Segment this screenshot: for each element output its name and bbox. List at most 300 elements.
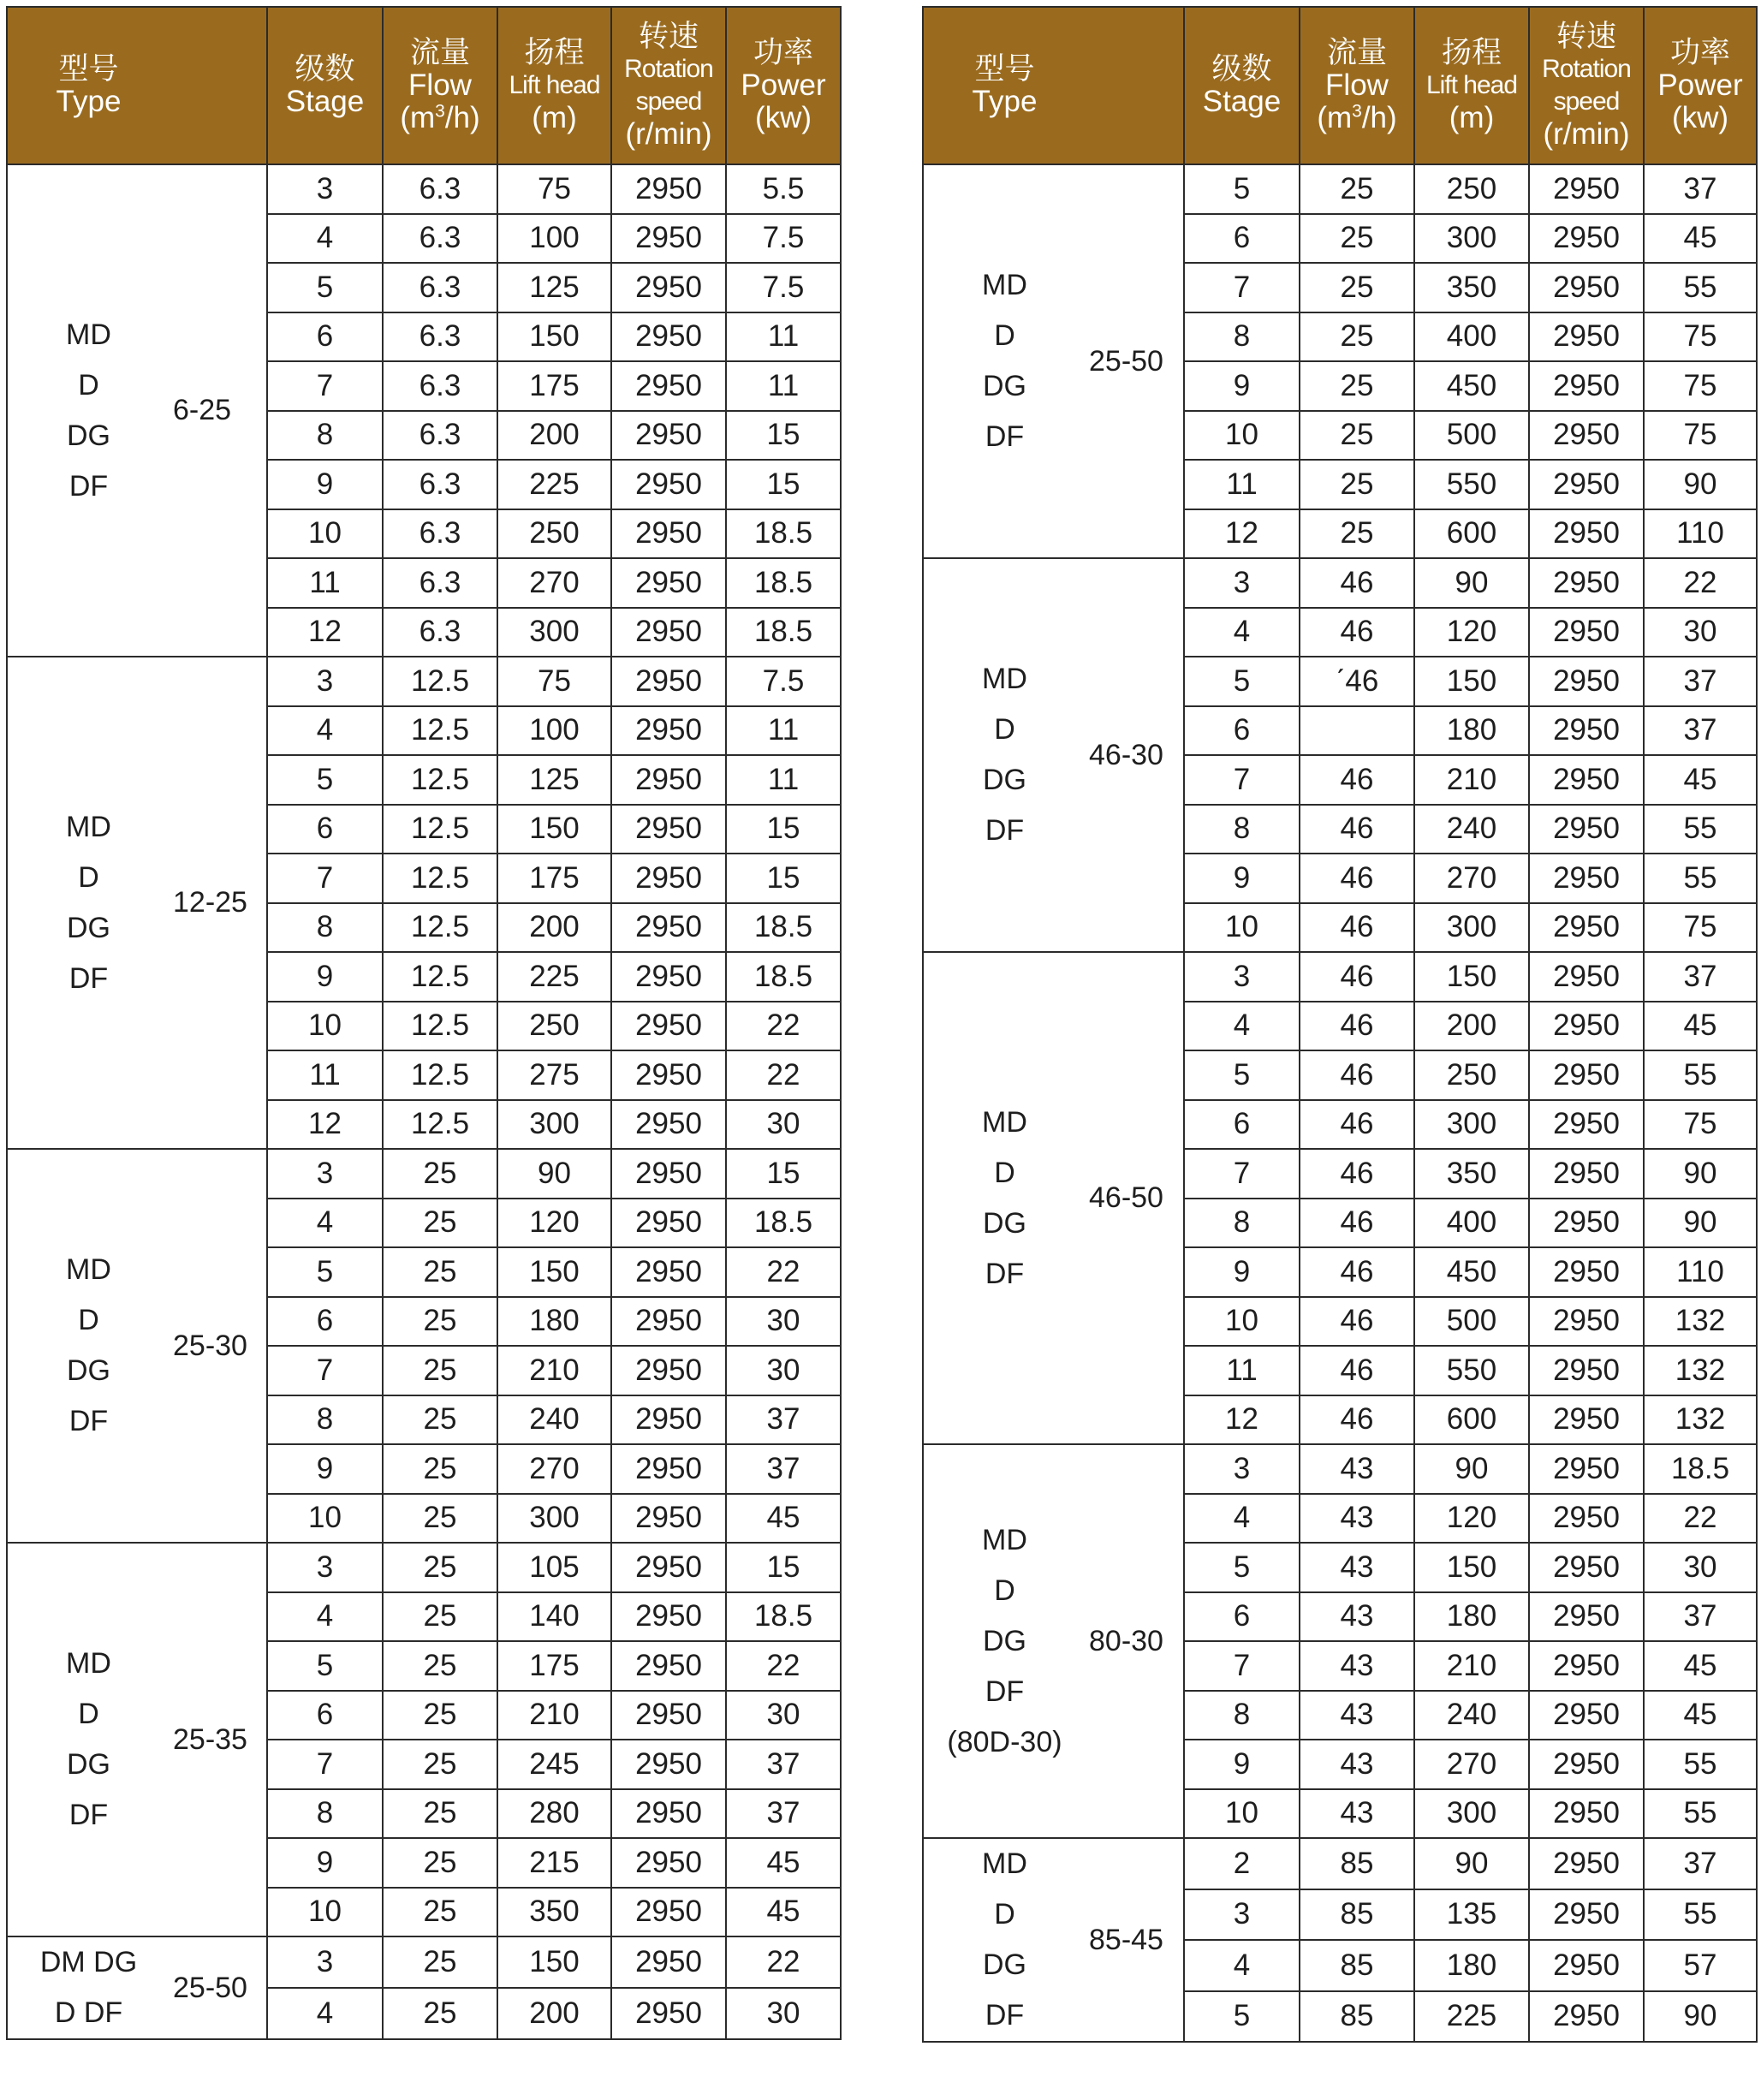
speed-cell: 2950: [1529, 608, 1644, 657]
type-label: DF: [68, 961, 109, 995]
speed-cell: 2950: [1529, 1395, 1644, 1445]
speed-cell: 2950: [611, 214, 726, 264]
type-label: MD: [982, 1523, 1027, 1556]
lift-cell: 180: [497, 1297, 611, 1347]
stage-cell: 4: [1184, 608, 1300, 657]
speed-cell: 2950: [611, 509, 726, 559]
stage-cell: 8: [267, 1789, 383, 1839]
power-cell: 11: [726, 755, 841, 805]
lift-cell: 550: [1414, 1346, 1529, 1395]
flow-cell: 6.3: [383, 214, 497, 264]
stage-cell: 5: [267, 755, 383, 805]
stage-cell: 5: [1184, 1543, 1300, 1592]
stage-cell: 3: [267, 657, 383, 706]
speed-cell: 2950: [611, 312, 726, 362]
flow-cell: 46: [1300, 1050, 1414, 1100]
flow-cell: 25: [383, 1346, 497, 1395]
power-cell: 45: [1644, 214, 1757, 264]
speed-cell: 2950: [611, 1050, 726, 1100]
type-label: DG: [67, 1748, 110, 1781]
lift-cell: 215: [497, 1838, 611, 1888]
model-cell: 85-45: [1086, 1838, 1184, 2042]
speed-cell: 2950: [1529, 164, 1644, 214]
table-row: [7, 657, 841, 706]
type-label: DG: [983, 1206, 1026, 1240]
type-label: MD: [982, 1105, 1027, 1139]
type-label: MD: [66, 1253, 111, 1286]
type-header: 型号 Type: [7, 7, 170, 164]
type-label: D: [78, 368, 99, 402]
stage-header: 级数 Stage: [1184, 7, 1300, 164]
flow-cell: 85: [1300, 1838, 1414, 1889]
stage-cell: 10: [267, 1002, 383, 1051]
type-label: DG: [67, 911, 110, 944]
lift-cell: 250: [497, 1002, 611, 1051]
stage-cell: 12: [1184, 1395, 1300, 1445]
power-cell: 90: [1644, 1199, 1757, 1248]
lift-cell: 135: [1414, 1889, 1529, 1941]
power-header: 功率 Power (kw): [726, 7, 841, 164]
speed-cell: 2950: [611, 608, 726, 657]
power-cell: 132: [1644, 1297, 1757, 1347]
power-cell: 30: [726, 1346, 841, 1395]
flow-cell: 43: [1300, 1740, 1414, 1789]
power-cell: 11: [726, 706, 841, 756]
stage-cell: 8: [1184, 312, 1300, 362]
power-cell: 75: [1644, 361, 1757, 411]
type-label: D DF: [54, 1996, 123, 2029]
speed-cell: 2950: [1529, 805, 1644, 854]
speed-cell: 2950: [1529, 1247, 1644, 1297]
speed-cell: 2950: [1529, 854, 1644, 903]
type-label: DF: [985, 420, 1025, 453]
lift-cell: 90: [497, 1149, 611, 1199]
flow-cell: 25: [1300, 263, 1414, 312]
flow-cell: 25: [1300, 312, 1414, 362]
flow-cell: 12.5: [383, 1050, 497, 1100]
speed-cell: 2950: [1529, 1199, 1644, 1248]
flow-cell: 12.5: [383, 805, 497, 854]
power-cell: 55: [1644, 1789, 1757, 1839]
power-cell: 110: [1644, 509, 1757, 559]
stage-cell: 6: [267, 805, 383, 854]
power-cell: 37: [1644, 164, 1757, 214]
power-cell: 30: [1644, 608, 1757, 657]
stage-cell: 5: [267, 1247, 383, 1297]
lift-cell: 150: [1414, 657, 1529, 706]
lift-cell: 600: [1414, 509, 1529, 559]
power-cell: 22: [1644, 558, 1757, 608]
flow-cell: 25: [383, 1691, 497, 1740]
stage-cell: 8: [267, 903, 383, 953]
lift-cell: 400: [1414, 1199, 1529, 1248]
power-cell: 55: [1644, 263, 1757, 312]
power-cell: 7.5: [726, 657, 841, 706]
type-cell: [7, 1543, 170, 1936]
model-cell: 25-35: [170, 1543, 267, 1936]
speed-cell: 2950: [611, 1395, 726, 1445]
flow-cell: 46: [1300, 1297, 1414, 1347]
type-label: DF: [68, 1405, 109, 1437]
flow-header: 流量 Flow $(m^3/h)$: [1300, 7, 1414, 164]
power-cell: 45: [726, 1888, 841, 1937]
stage-cell: 4: [1184, 1002, 1300, 1051]
stage-cell: 3: [267, 164, 383, 214]
stage-cell: 4: [1184, 1940, 1300, 1991]
lift-cell: 300: [497, 1494, 611, 1544]
speed-cell: 2950: [611, 1691, 726, 1740]
power-cell: 37: [1644, 657, 1757, 706]
type-label: MD: [66, 1647, 111, 1680]
lift-cell: 225: [1414, 1991, 1529, 2043]
stage-cell: 3: [1184, 1444, 1300, 1494]
lift-cell: 100: [497, 706, 611, 756]
speed-cell: 2950: [611, 1936, 726, 1988]
power-cell: 15: [726, 1149, 841, 1199]
flow-cell: 25: [383, 1247, 497, 1297]
flow-cell: 25: [1300, 164, 1414, 214]
table-row: [7, 1543, 841, 1592]
speed-cell: 2950: [611, 706, 726, 756]
flow-cell: ˊ46: [1300, 657, 1414, 706]
speed-cell: 2950: [611, 411, 726, 461]
flow-cell: 25: [1300, 460, 1414, 509]
table-row: [923, 558, 1757, 608]
lift-cell: 300: [1414, 903, 1529, 953]
stage-cell: 10: [267, 1494, 383, 1544]
speed-cell: 2950: [611, 1346, 726, 1395]
lift-cell: 300: [1414, 214, 1529, 264]
power-cell: 37: [726, 1740, 841, 1789]
speed-cell: 2950: [1529, 706, 1644, 756]
power-cell: 7.5: [726, 263, 841, 312]
stage-cell: 8: [1184, 1691, 1300, 1740]
speed-cell: 2950: [611, 460, 726, 509]
type-label: MD: [66, 318, 111, 351]
speed-cell: 2950: [611, 1494, 726, 1544]
flow-cell: 46: [1300, 1346, 1414, 1395]
power-cell: 90: [1644, 1991, 1757, 2043]
type-label: DF: [68, 469, 109, 503]
type-cell: [923, 1444, 1086, 1838]
flow-cell: 12.5: [383, 1100, 497, 1150]
speed-cell: 2950: [1529, 1740, 1644, 1789]
flow-cell: 25: [383, 1789, 497, 1839]
model-cell: 25-50: [1086, 164, 1184, 558]
lift-cell: 200: [497, 903, 611, 953]
type-label: DG: [67, 1354, 110, 1387]
lift-cell: 175: [497, 361, 611, 411]
flow-cell: 85: [1300, 1940, 1414, 1991]
model-cell: 46-50: [1086, 952, 1184, 1444]
speed-cell: 2950: [611, 1002, 726, 1051]
flow-cell: 6.3: [383, 361, 497, 411]
speed-cell: 2950: [1529, 1149, 1644, 1199]
speed-cell: 2950: [1529, 509, 1644, 559]
flow-cell: 6.3: [383, 263, 497, 312]
lift-cell: 125: [497, 263, 611, 312]
speed-cell: 2950: [611, 903, 726, 953]
stage-cell: 9: [1184, 361, 1300, 411]
lift-cell: 500: [1414, 1297, 1529, 1347]
stage-cell: 10: [267, 1888, 383, 1937]
power-cell: 110: [1644, 1247, 1757, 1297]
power-cell: 15: [726, 854, 841, 903]
speed-cell: 2950: [1529, 1494, 1644, 1544]
speed-cell: 2950: [1529, 1691, 1644, 1740]
power-cell: 55: [1644, 854, 1757, 903]
lift-cell: 400: [1414, 312, 1529, 362]
flow-cell: 25: [383, 1444, 497, 1494]
lift-cell: 105: [497, 1543, 611, 1592]
model-header: [170, 7, 267, 164]
power-cell: 132: [1644, 1346, 1757, 1395]
lift-header: 扬程 Lift head (m): [1414, 7, 1529, 164]
stage-cell: 5: [267, 263, 383, 312]
flow-cell: 46: [1300, 1247, 1414, 1297]
stage-cell: 11: [267, 1050, 383, 1100]
lift-cell: 275: [497, 1050, 611, 1100]
lift-cell: 250: [1414, 164, 1529, 214]
speed-cell: 2950: [611, 1888, 726, 1937]
speed-cell: 2950: [611, 1838, 726, 1888]
flow-cell: 25: [383, 1395, 497, 1445]
stage-cell: 9: [267, 1838, 383, 1888]
speed-cell: 2950: [611, 1641, 726, 1691]
lift-cell: 350: [1414, 1149, 1529, 1199]
type-label: DF: [985, 814, 1025, 847]
power-cell: 18.5: [726, 509, 841, 559]
lift-cell: 240: [1414, 1691, 1529, 1740]
flow-cell: 43: [1300, 1789, 1414, 1839]
lift-cell: 90: [1414, 558, 1529, 608]
lift-cell: 125: [497, 755, 611, 805]
stage-cell: 7: [267, 1740, 383, 1789]
flow-cell: 46: [1300, 1395, 1414, 1445]
lift-cell: 225: [497, 460, 611, 509]
flow-cell: 12.5: [383, 903, 497, 953]
flow-cell: 46: [1300, 1100, 1414, 1150]
speed-cell: 2950: [1529, 1641, 1644, 1691]
lift-cell: 140: [497, 1592, 611, 1642]
model-cell: 12-25: [170, 657, 267, 1149]
stage-cell: 7: [267, 854, 383, 903]
power-cell: 37: [726, 1789, 841, 1839]
stage-cell: 4: [267, 1592, 383, 1642]
flow-header: 流量 Flow $(m^3/h)$: [383, 7, 497, 164]
flow-cell: 25: [383, 1838, 497, 1888]
flow-cell: 43: [1300, 1494, 1414, 1544]
flow-cell: 43: [1300, 1543, 1414, 1592]
power-cell: 37: [1644, 952, 1757, 1002]
power-cell: 30: [726, 1100, 841, 1150]
lift-cell: 200: [1414, 1002, 1529, 1051]
type-label: DG: [983, 370, 1026, 402]
stage-cell: 10: [1184, 1789, 1300, 1839]
type-header: 型号 Type: [923, 7, 1086, 164]
type-label: DF: [68, 1799, 109, 1831]
power-cell: 15: [726, 460, 841, 509]
power-cell: 55: [1644, 1050, 1757, 1100]
stage-cell: 7: [267, 1346, 383, 1395]
speed-cell: 2950: [1529, 361, 1644, 411]
type-cell: [7, 1149, 170, 1543]
header-row: [7, 7, 841, 164]
flow-cell: 25: [1300, 411, 1414, 461]
stage-cell: 9: [267, 460, 383, 509]
lift-cell: 500: [1414, 411, 1529, 461]
lift-cell: 210: [497, 1691, 611, 1740]
stage-cell: 6: [267, 312, 383, 362]
flow-cell: 46: [1300, 805, 1414, 854]
lift-cell: 210: [1414, 755, 1529, 805]
speed-cell: 2950: [611, 1149, 726, 1199]
stage-cell: 7: [267, 361, 383, 411]
speed-cell: 2950: [611, 1100, 726, 1150]
power-header: 功率 Power (kw): [1644, 7, 1757, 164]
speed-cell: 2950: [1529, 558, 1644, 608]
type-label: D: [78, 860, 99, 894]
lift-cell: 350: [497, 1888, 611, 1937]
model-cell: 25-30: [170, 1149, 267, 1543]
stage-cell: 7: [1184, 1641, 1300, 1691]
power-cell: 30: [726, 1988, 841, 2039]
stage-cell: 5: [1184, 1050, 1300, 1100]
flow-cell: 25: [383, 1149, 497, 1199]
lift-cell: 300: [1414, 1100, 1529, 1150]
flow-cell: 43: [1300, 1691, 1414, 1740]
power-cell: 15: [726, 1543, 841, 1592]
power-cell: 15: [726, 805, 841, 854]
model-header: [1086, 7, 1184, 164]
table-row: [923, 952, 1757, 1002]
lift-cell: 180: [1414, 1592, 1529, 1642]
power-cell: 45: [1644, 755, 1757, 805]
lift-cell: 240: [1414, 805, 1529, 854]
stage-cell: 11: [1184, 460, 1300, 509]
lift-cell: 270: [1414, 854, 1529, 903]
flow-cell: [1300, 706, 1414, 756]
flow-cell: 46: [1300, 903, 1414, 953]
speed-cell: 2950: [611, 1740, 726, 1789]
stage-cell: 9: [267, 952, 383, 1002]
stage-cell: 2: [1184, 1838, 1300, 1889]
stage-cell: 9: [267, 1444, 383, 1494]
power-cell: 37: [1644, 1592, 1757, 1642]
stage-cell: 4: [267, 1199, 383, 1248]
stage-cell: 5: [267, 1641, 383, 1691]
stage-cell: 10: [1184, 411, 1300, 461]
power-cell: 75: [1644, 312, 1757, 362]
flow-cell: 46: [1300, 608, 1414, 657]
type-label: DG: [983, 1624, 1026, 1657]
stage-cell: 11: [1184, 1346, 1300, 1395]
spec-table-left: [6, 6, 842, 2040]
power-cell: 18.5: [1644, 1444, 1757, 1494]
flow-cell: 46: [1300, 854, 1414, 903]
power-cell: 22: [726, 1050, 841, 1100]
speed-cell: 2950: [611, 1789, 726, 1839]
speed-cell: 2950: [1529, 1789, 1644, 1839]
stage-header: 级数 Stage: [267, 7, 383, 164]
power-cell: 7.5: [726, 214, 841, 264]
type-cell: [7, 657, 170, 1149]
lift-cell: 450: [1414, 361, 1529, 411]
power-cell: 37: [726, 1395, 841, 1445]
power-cell: 22: [726, 1936, 841, 1988]
power-cell: 45: [726, 1838, 841, 1888]
flow-cell: 46: [1300, 1149, 1414, 1199]
lift-cell: 90: [1414, 1838, 1529, 1889]
stage-cell: 10: [1184, 903, 1300, 953]
power-cell: 45: [1644, 1641, 1757, 1691]
stage-cell: 8: [1184, 805, 1300, 854]
flow-cell: 25: [1300, 214, 1414, 264]
stage-cell: 7: [1184, 755, 1300, 805]
type-cell: [7, 1936, 170, 2039]
flow-cell: 25: [383, 1988, 497, 2039]
speed-cell: 2950: [611, 1444, 726, 1494]
lift-cell: 90: [1414, 1444, 1529, 1494]
flow-cell: 12.5: [383, 706, 497, 756]
speed-cell: 2950: [611, 1199, 726, 1248]
type-cell: [923, 558, 1086, 952]
model-cell: 46-30: [1086, 558, 1184, 952]
speed-cell: 2950: [611, 1297, 726, 1347]
type-label: MD: [982, 1847, 1027, 1880]
header-row: [923, 7, 1757, 164]
power-cell: 11: [726, 361, 841, 411]
flow-cell: 6.3: [383, 460, 497, 509]
speed-cell: 2950: [1529, 1050, 1644, 1100]
flow-cell: 6.3: [383, 509, 497, 559]
spec-table-right: [922, 6, 1758, 2043]
lift-cell: 270: [1414, 1740, 1529, 1789]
stage-cell: 10: [267, 509, 383, 559]
type-label: D: [78, 1698, 99, 1730]
flow-cell: 25: [383, 1641, 497, 1691]
power-cell: 55: [1644, 1740, 1757, 1789]
stage-cell: 6: [1184, 214, 1300, 264]
lift-cell: 150: [497, 1936, 611, 1988]
stage-cell: 10: [1184, 1297, 1300, 1347]
speed-cell: 2950: [1529, 1346, 1644, 1395]
power-cell: 132: [1644, 1395, 1757, 1445]
flow-cell: 25: [383, 1199, 497, 1248]
flow-cell: 12.5: [383, 854, 497, 903]
speed-cell: 2950: [611, 558, 726, 608]
lift-cell: 450: [1414, 1247, 1529, 1297]
type-cell: [7, 164, 170, 657]
table-row: [7, 1149, 841, 1199]
power-cell: 22: [1644, 1494, 1757, 1544]
flow-cell: 46: [1300, 755, 1414, 805]
flow-cell: 12.5: [383, 657, 497, 706]
table-row: [7, 164, 841, 214]
type-label: DM DG: [39, 1946, 138, 1978]
type-label: DF: [985, 1999, 1025, 2032]
lift-cell: 120: [1414, 1494, 1529, 1544]
flow-cell: 43: [1300, 1592, 1414, 1642]
type-label: D: [994, 1156, 1015, 1189]
flow-cell: 12.5: [383, 755, 497, 805]
lift-cell: 150: [1414, 952, 1529, 1002]
power-cell: 90: [1644, 460, 1757, 509]
flow-cell: 25: [383, 1740, 497, 1789]
type-label: DG: [983, 1948, 1026, 1981]
flow-cell: 12.5: [383, 952, 497, 1002]
stage-cell: 7: [1184, 263, 1300, 312]
